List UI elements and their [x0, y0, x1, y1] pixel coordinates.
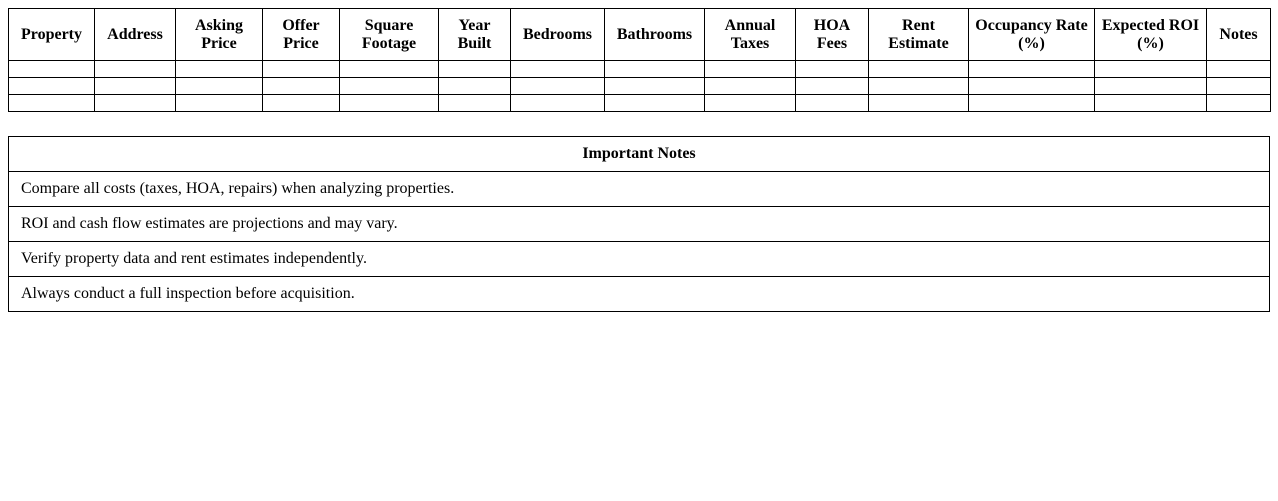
header-rent-estimate: Rent Estimate [869, 9, 969, 61]
table-cell[interactable] [95, 78, 176, 95]
table-cell[interactable] [605, 95, 705, 112]
table-cell[interactable] [439, 95, 511, 112]
table-cell[interactable] [95, 95, 176, 112]
notes-title: Important Notes [9, 137, 1270, 172]
table-cell[interactable] [263, 95, 340, 112]
table-cell[interactable] [340, 95, 439, 112]
table-cell[interactable] [1095, 61, 1207, 78]
list-item [9, 242, 1270, 277]
table-cell[interactable] [176, 95, 263, 112]
table-row [9, 78, 1271, 95]
list-item [9, 277, 1270, 312]
property-comparison-table [8, 8, 1271, 112]
table-cell[interactable] [9, 95, 95, 112]
header-hoa-fees: HOA Fees [796, 9, 869, 61]
table-cell[interactable] [1207, 61, 1271, 78]
table-row [9, 61, 1271, 78]
table-cell[interactable] [263, 78, 340, 95]
table-cell[interactable] [605, 61, 705, 78]
table-cell[interactable] [511, 61, 605, 78]
table-cell[interactable] [340, 78, 439, 95]
table-cell[interactable] [869, 95, 969, 112]
header-property: Property [9, 9, 95, 61]
table-cell[interactable] [705, 61, 796, 78]
table-cell[interactable] [263, 61, 340, 78]
header-bedrooms: Bedrooms [511, 9, 605, 61]
note-text: Always conduct a full inspection before acquisition. [9, 277, 1270, 312]
table-cell[interactable] [439, 78, 511, 95]
note-text: ROI and cash flow estimates are projections and may vary. [9, 207, 1270, 242]
header-notes: Notes [1207, 9, 1271, 61]
table-cell[interactable] [796, 61, 869, 78]
table-cell[interactable] [9, 78, 95, 95]
table-cell[interactable] [176, 78, 263, 95]
header-asking-price: Asking Price [176, 9, 263, 61]
table-cell[interactable] [705, 78, 796, 95]
table-cell[interactable] [796, 95, 869, 112]
table-cell[interactable] [340, 61, 439, 78]
header-row [9, 9, 1271, 61]
table-cell[interactable] [1095, 95, 1207, 112]
header-occupancy-rate: Occupancy Rate (%) [969, 9, 1095, 61]
page-content [8, 8, 1270, 312]
table-cell[interactable] [95, 61, 176, 78]
header-annual-taxes: Annual Taxes [705, 9, 796, 61]
table-cell[interactable] [1095, 78, 1207, 95]
table-row [9, 95, 1271, 112]
table-cell[interactable] [1207, 78, 1271, 95]
table-cell[interactable] [969, 61, 1095, 78]
table-cell[interactable] [511, 78, 605, 95]
table-cell[interactable] [705, 95, 796, 112]
note-text: Compare all costs (taxes, HOA, repairs) when analyzing properties. [9, 172, 1270, 207]
important-notes-table [8, 136, 1270, 312]
table-cell[interactable] [1207, 95, 1271, 112]
table-cell[interactable] [796, 78, 869, 95]
header-expected-roi: Expected ROI (%) [1095, 9, 1207, 61]
table-cell[interactable] [969, 95, 1095, 112]
table-cell[interactable] [969, 78, 1095, 95]
table-cell[interactable] [176, 61, 263, 78]
list-item [9, 172, 1270, 207]
header-square-footage: Square Footage [340, 9, 439, 61]
list-item [9, 207, 1270, 242]
header-offer-price: Offer Price [263, 9, 340, 61]
header-address: Address [95, 9, 176, 61]
table-cell[interactable] [439, 61, 511, 78]
table-cell[interactable] [605, 78, 705, 95]
note-text: Verify property data and rent estimates independently. [9, 242, 1270, 277]
table-cell[interactable] [869, 61, 969, 78]
table-cell[interactable] [9, 61, 95, 78]
notes-header-row [9, 137, 1270, 172]
header-year-built: Year Built [439, 9, 511, 61]
table-cell[interactable] [511, 95, 605, 112]
header-bathrooms: Bathrooms [605, 9, 705, 61]
table-cell[interactable] [869, 78, 969, 95]
